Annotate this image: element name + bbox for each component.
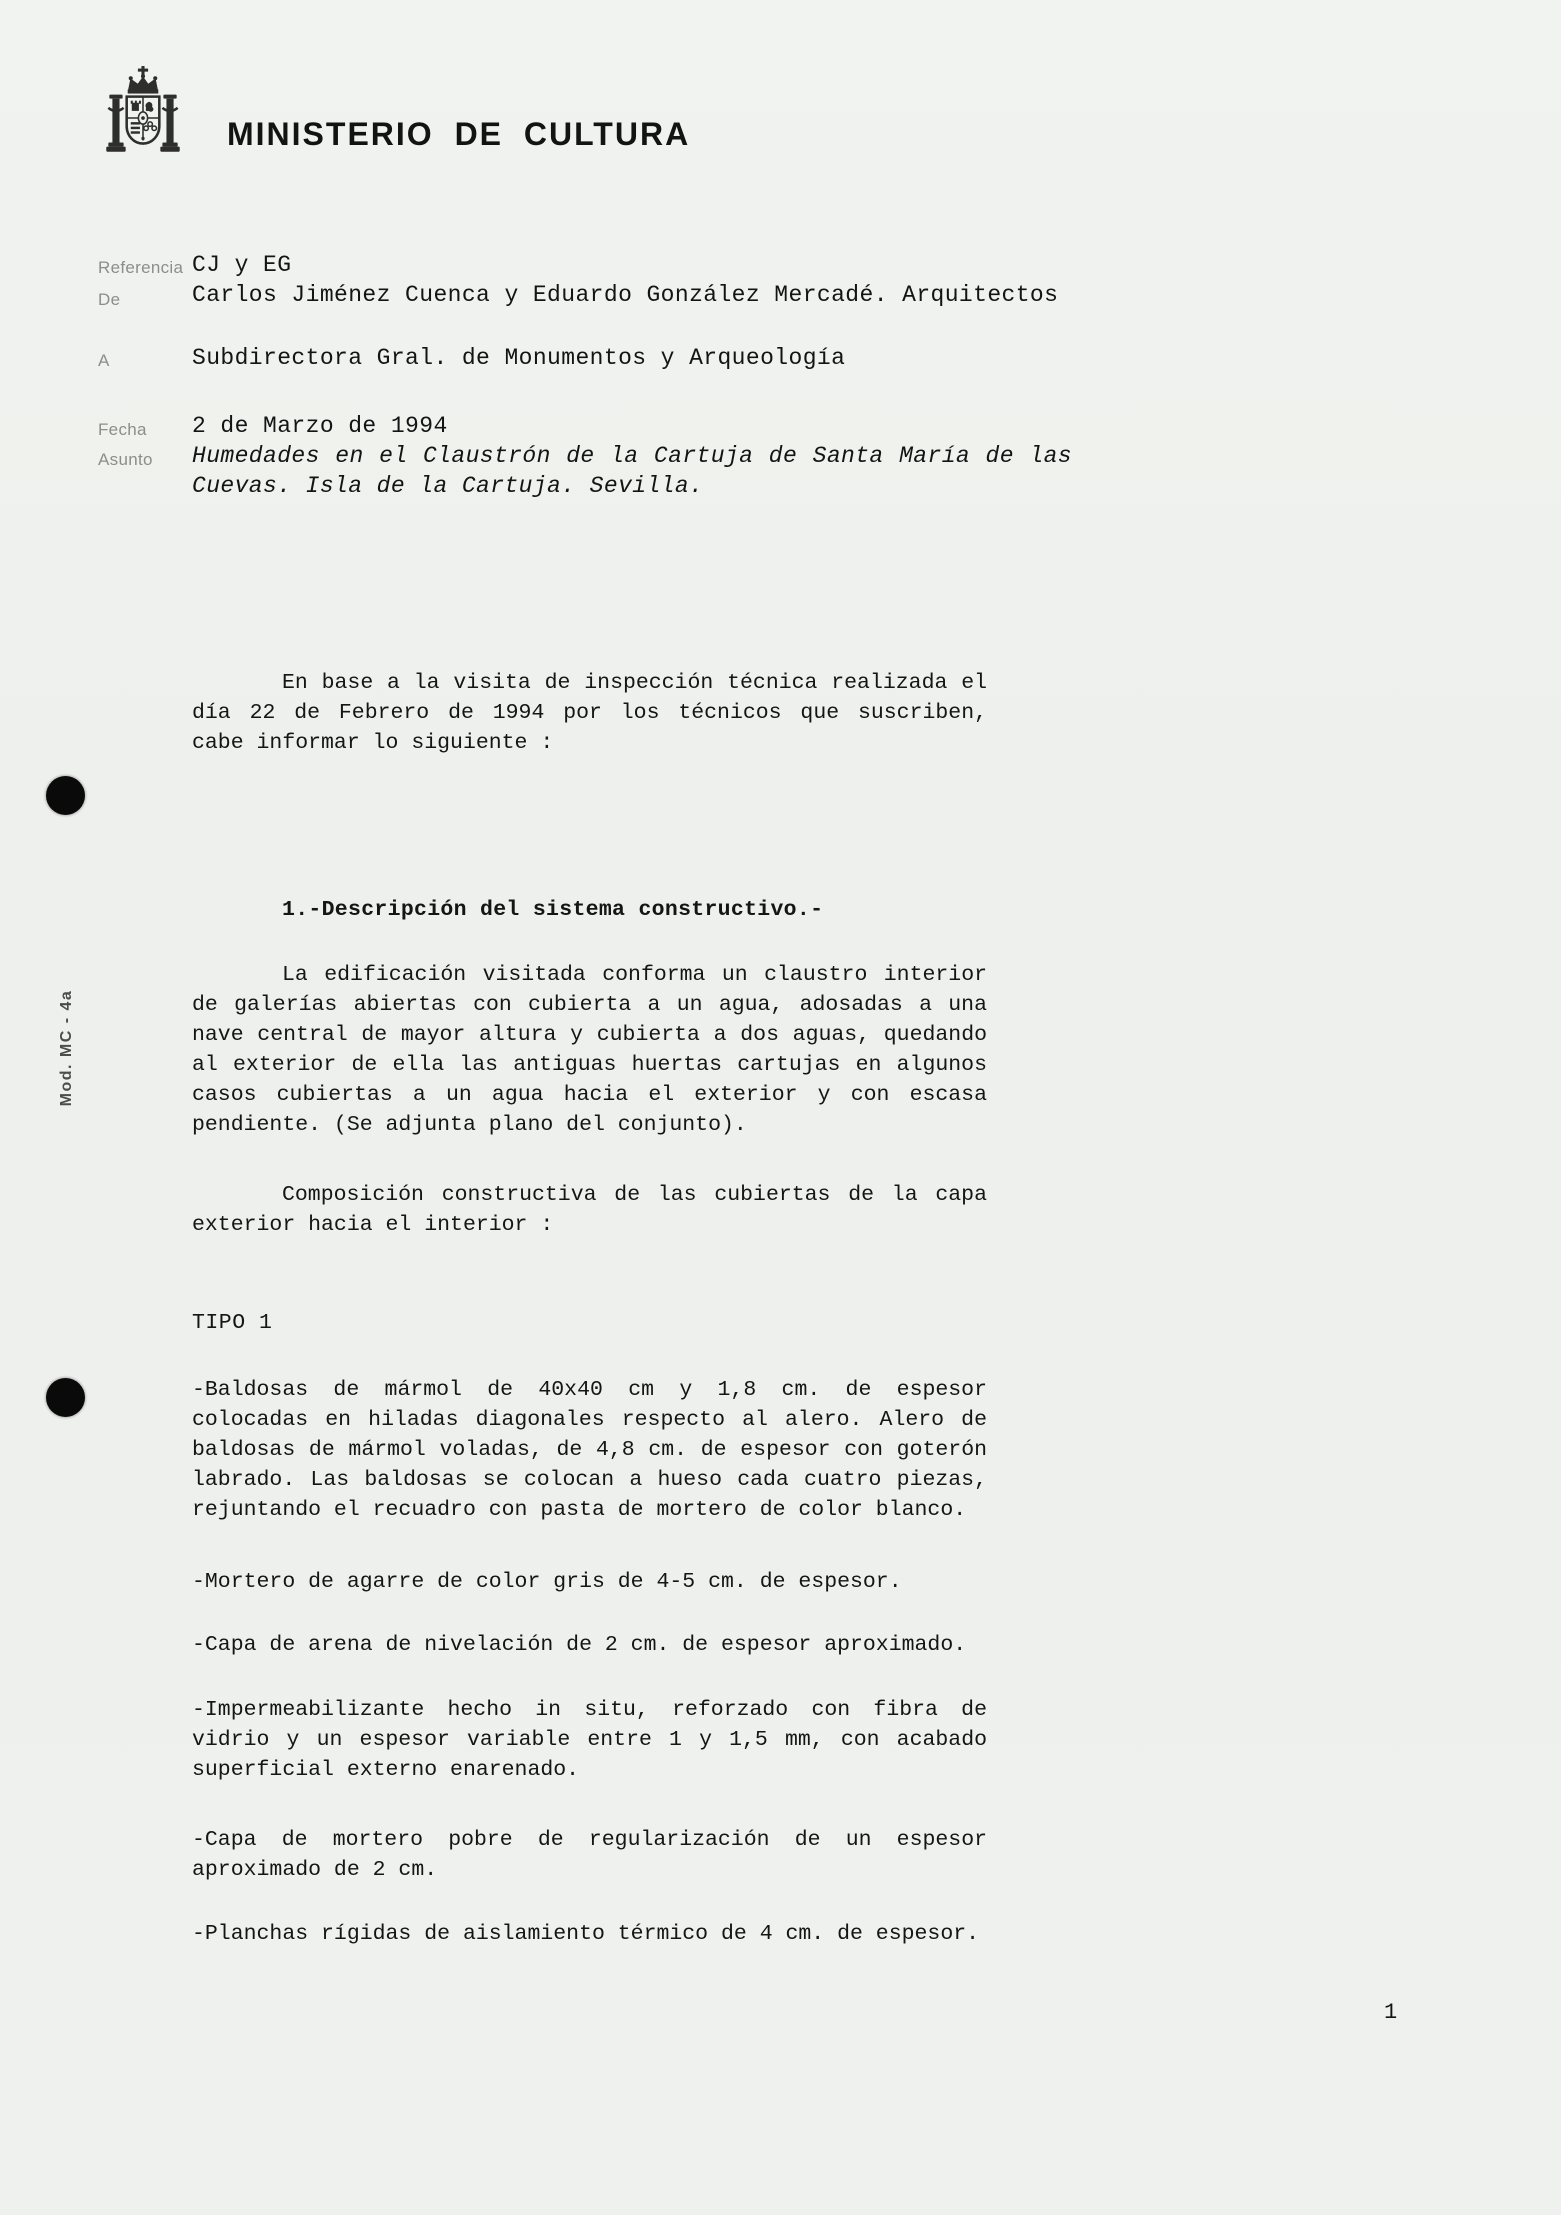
ministry-title: MINISTERIO DE CULTURA bbox=[227, 116, 691, 152]
composition-paragraph: Composición constructiva de las cubiertas de la capa exterior hacia el interior : bbox=[192, 1183, 987, 1237]
fecha-label: Fecha bbox=[98, 420, 147, 439]
layer-item: -Capa de arena de nivelación de 2 cm. de espesor aproximado. bbox=[192, 1633, 967, 1657]
de-label: De bbox=[98, 290, 121, 309]
a-label: A bbox=[98, 351, 110, 370]
layer-item: -Baldosas de mármol de 40x40 cm y 1,8 cm. de espesor colocadas en hiladas diagonales respecto al alero. Alero de baldosas de mármol voladas, de 4,8 cm. de espesor con goterón labrado. Las baldosas se colocan a hueso cada cuatro piezas, rejuntando el recuadro con pasta de mortero de color blanco. bbox=[192, 1378, 987, 1522]
hole-punch-top bbox=[46, 776, 85, 815]
page-number: 1 bbox=[1384, 2000, 1398, 2025]
spain-coat-of-arms-logo bbox=[92, 64, 194, 168]
layer-item: -Capa de mortero pobre de regularización de un espesor aproximado de 2 cm. bbox=[192, 1828, 987, 1882]
tipo-1-heading: TIPO 1 bbox=[192, 1311, 273, 1335]
letter-body bbox=[192, 668, 987, 1949]
asunto-value: Humedades en el Claustrón de la Cartuja de Santa María de las Cuevas. Isla de la Cartuja. Sevilla. bbox=[192, 443, 1072, 499]
hole-punch-bottom bbox=[46, 1378, 85, 1417]
asunto-label: Asunto bbox=[98, 450, 153, 469]
referencia-label: Referencia bbox=[98, 258, 184, 277]
layer-item: -Impermeabilizante hecho in situ, reforzado con fibra de vidrio y un espesor variable entre 1 y 1,5 mm, con acabado superficial externo enarenado. bbox=[192, 1698, 987, 1782]
description-paragraph: La edificación visitada conforma un claustro interior de galerías abiertas con cubierta a un agua, adosadas a una nave central de mayor altura y cubierta a dos aguas, quedando al exterior de ella las antiguas huertas cartujas en algunos casos cubiertas a un agua hacia el exterior y con escasa pendiente. (Se adjunta plano del conjunto). bbox=[192, 963, 987, 1137]
de-value: Carlos Jiménez Cuenca y Eduardo González Mercadé. Arquitectos bbox=[192, 282, 1059, 308]
intro-paragraph: En base a la visita de inspección técnica realizada el día 22 de Febrero de 1994 por los técnicos que suscriben, cabe informar lo siguiente : bbox=[192, 671, 987, 755]
referencia-value: CJ y EG bbox=[192, 252, 292, 278]
layer-item: -Planchas rígidas de aislamiento térmico de 4 cm. de espesor. bbox=[192, 1922, 980, 1946]
fecha-value: 2 de Marzo de 1994 bbox=[192, 413, 448, 439]
layer-item: -Mortero de agarre de color gris de 4-5 cm. de espesor. bbox=[192, 1570, 902, 1594]
form-code: Mod. MC - 4a bbox=[58, 989, 75, 1107]
a-value: Subdirectora Gral. de Monumentos y Arqueología bbox=[192, 345, 846, 371]
section-1-heading: 1.-Descripción del sistema constructivo.- bbox=[282, 898, 824, 922]
